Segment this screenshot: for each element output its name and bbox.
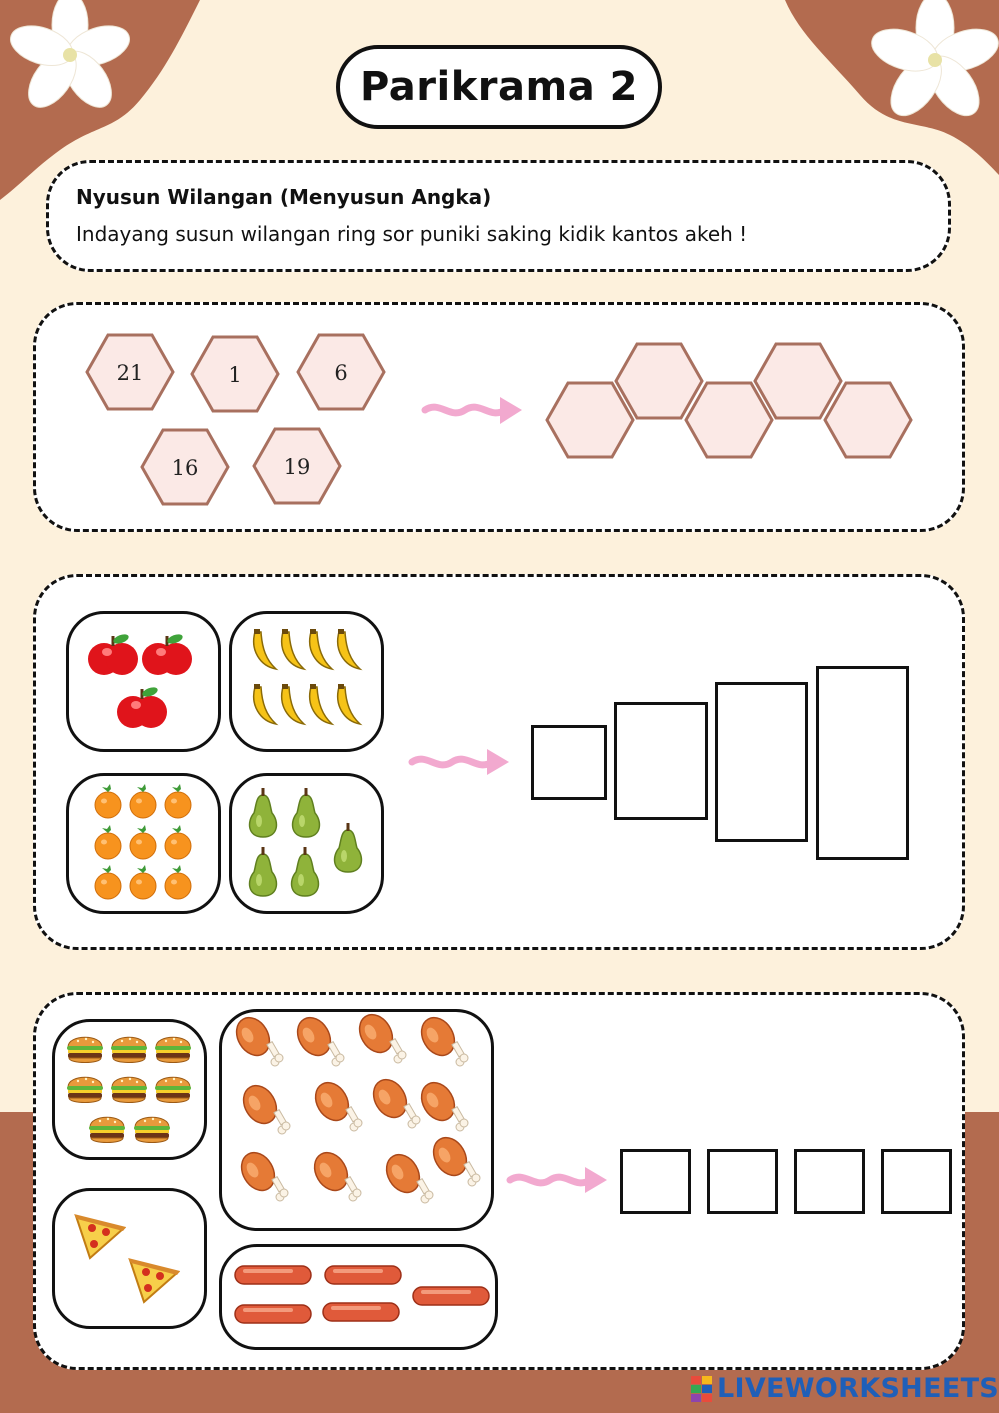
instruction-text: Indayang susun wilangan ring sor puniki saking kidik kantos akeh !: [76, 222, 748, 246]
sausage-icon: [235, 1305, 311, 1323]
answer-box[interactable]: [881, 1149, 952, 1214]
sausage-icon: [235, 1266, 311, 1284]
banana-icon: [254, 629, 276, 669]
answer-box[interactable]: [816, 666, 909, 860]
pear-icon: [250, 788, 277, 837]
instruction-title: Nyusun Wilangan (Menyusun Angka): [76, 185, 492, 209]
wavy-arrow-icon: [412, 749, 509, 775]
number-hexagon: [87, 335, 173, 409]
pear-icon: [292, 847, 319, 896]
banana-icon: [310, 684, 332, 724]
number-hexagon: [254, 429, 340, 503]
liveworksheets-logo: [691, 1373, 999, 1404]
banana-icon: [310, 629, 332, 669]
hex-number: 6: [334, 361, 348, 385]
chicken-drumstick-icon: [230, 1012, 283, 1066]
orange-icon: [95, 865, 121, 899]
answer-hexagon[interactable]: [616, 344, 702, 418]
burger-icon: [67, 1037, 103, 1062]
answer-hexagon[interactable]: [825, 383, 911, 457]
number-hexagon: [192, 337, 278, 411]
page-title: Parikrama 2: [360, 64, 638, 110]
pizza-slice-icon: [74, 1214, 126, 1258]
burger-icon: [155, 1077, 191, 1102]
orange-icon: [130, 784, 156, 818]
burger-icon: [89, 1117, 125, 1142]
chicken-drumstick-icon: [380, 1149, 433, 1203]
orange-icon: [165, 784, 191, 818]
sausage-icon: [325, 1266, 401, 1284]
chicken-drumstick-icon: [309, 1077, 362, 1131]
answer-hexagon[interactable]: [547, 383, 633, 457]
answer-box[interactable]: [614, 702, 708, 820]
pear-icon: [293, 788, 320, 837]
chicken-drumstick-icon: [353, 1009, 406, 1063]
hex-number: 21: [116, 361, 144, 385]
number-hexagon: [298, 335, 384, 409]
pear-icon: [335, 823, 362, 872]
chicken-drumstick-icon: [308, 1147, 361, 1201]
burger-icon: [67, 1077, 103, 1102]
banana-icon: [282, 684, 304, 724]
apple-icon: [142, 633, 192, 675]
banana-icon: [282, 629, 304, 669]
chicken-drumstick-icon: [291, 1012, 344, 1066]
liveworksheets-icon: [691, 1376, 713, 1402]
apple-icon: [117, 686, 167, 728]
banana-icon: [338, 629, 360, 669]
apple-icon: [88, 633, 138, 675]
banana-icon: [338, 684, 360, 724]
answer-box[interactable]: [531, 725, 607, 800]
banana-icon: [254, 684, 276, 724]
hex-number: 16: [171, 456, 199, 480]
chicken-drumstick-icon: [237, 1080, 290, 1134]
chicken-drumstick-icon: [415, 1012, 468, 1066]
sausage-icon: [413, 1287, 489, 1305]
answer-box[interactable]: [715, 682, 808, 842]
wavy-arrow-icon: [510, 1167, 607, 1193]
pear-icon: [250, 847, 277, 896]
chicken-drumstick-icon: [427, 1132, 480, 1186]
burger-icon: [134, 1117, 170, 1142]
pizza-slice-icon: [128, 1258, 180, 1302]
chicken-drumstick-icon: [415, 1077, 468, 1131]
answer-box[interactable]: [707, 1149, 778, 1214]
orange-icon: [95, 825, 121, 859]
orange-icon: [95, 784, 121, 818]
answer-box[interactable]: [794, 1149, 865, 1214]
hex-number: 1: [228, 363, 242, 387]
burger-icon: [111, 1077, 147, 1102]
answer-hexagon[interactable]: [686, 383, 772, 457]
liveworksheets-brand: LIVEWORKSHEETS: [717, 1373, 999, 1404]
chicken-drumstick-icon: [235, 1147, 288, 1201]
orange-icon: [165, 865, 191, 899]
sausage-icon: [323, 1303, 399, 1321]
answer-box[interactable]: [620, 1149, 691, 1214]
orange-icon: [130, 865, 156, 899]
wavy-arrow-icon: [425, 397, 522, 424]
orange-icon: [130, 825, 156, 859]
answer-hexagon[interactable]: [755, 344, 841, 418]
burger-icon: [155, 1037, 191, 1062]
chicken-drumstick-icon: [367, 1074, 420, 1128]
number-hexagon: [142, 430, 228, 504]
hex-number: 19: [283, 455, 311, 479]
burger-icon: [111, 1037, 147, 1062]
section-1-graphics: [0, 0, 999, 560]
orange-icon: [165, 825, 191, 859]
